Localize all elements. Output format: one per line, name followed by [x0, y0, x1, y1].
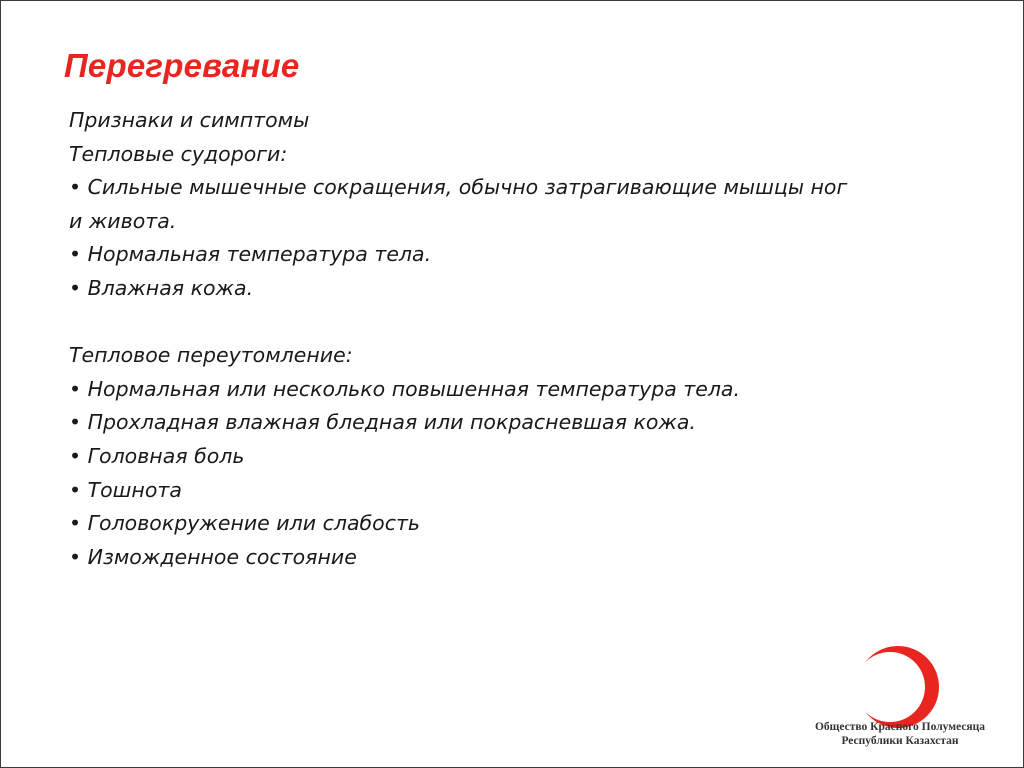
list-item: • Нормальная температура тела. [69, 242, 432, 267]
list-item: • Тошнота [69, 477, 182, 502]
spacer [69, 306, 969, 340]
section-heading-heat-exhaustion: Тепловое переутомление: [69, 343, 353, 368]
logo-caption-line2: Республики Казахстан [841, 735, 959, 747]
list-item: • Головокружение или слабость [69, 511, 420, 536]
list-item: • Влажная кожа. [69, 275, 254, 300]
list-item: • Сильные мышечные сокращения, обычно затрагивающие мышцы ног [69, 175, 848, 200]
red-crescent-icon [856, 645, 940, 729]
intro-line: Признаки и симптомы [69, 108, 310, 132]
list-item: • Головная боль [69, 443, 245, 468]
list-item: • Изможденное состояние [69, 544, 357, 569]
logo-caption [797, 720, 1003, 748]
section-heading-heat-cramps: Тепловые судороги: [69, 141, 288, 166]
slide-body [69, 104, 969, 574]
list-item: • Нормальная или несколько повышенная температура тела. [69, 376, 741, 401]
list-item: • Прохладная влажная бледная или покрасневшая кожа. [69, 410, 696, 435]
logo-caption-line1: Общество Красного Полумесяца [814, 721, 986, 733]
slide-title: Перегревание [64, 47, 300, 84]
list-item: и живота. [69, 208, 177, 233]
